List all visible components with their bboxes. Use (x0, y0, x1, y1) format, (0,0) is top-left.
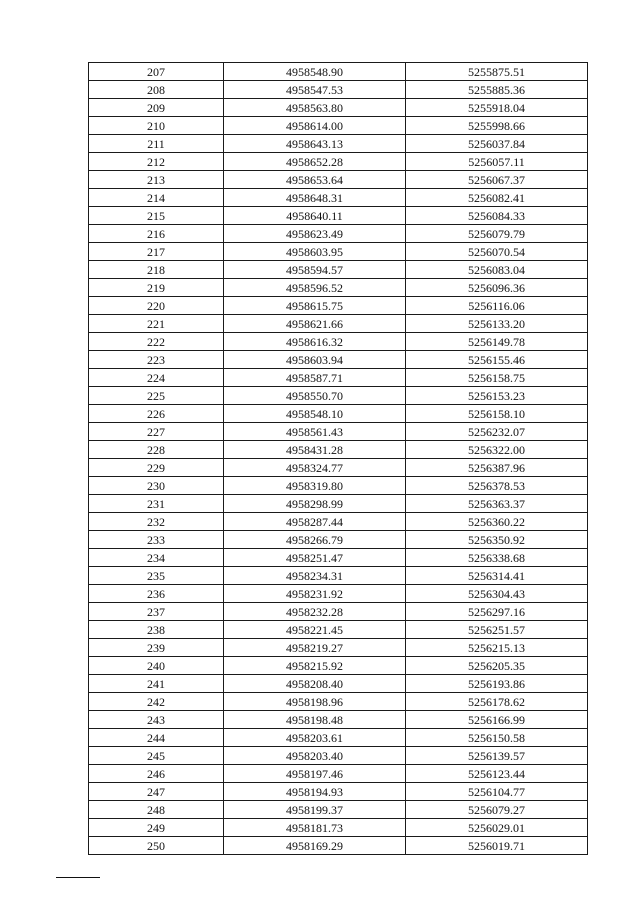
y-coordinate-cell: 5256232.07 (406, 423, 588, 441)
table-row (89, 783, 588, 801)
table-row (89, 531, 588, 549)
table-row (89, 315, 588, 333)
point-number-cell: 235 (89, 567, 224, 585)
point-number-cell: 245 (89, 747, 224, 765)
x-coordinate-cell: 4958648.31 (224, 189, 406, 207)
point-number-cell: 232 (89, 513, 224, 531)
table-row (89, 405, 588, 423)
y-coordinate-cell: 5256360.22 (406, 513, 588, 531)
point-number-cell: 229 (89, 459, 224, 477)
y-coordinate-cell: 5256070.54 (406, 243, 588, 261)
x-coordinate-cell: 4958221.45 (224, 621, 406, 639)
table-row (89, 513, 588, 531)
point-number-cell: 231 (89, 495, 224, 513)
point-number-cell: 208 (89, 81, 224, 99)
x-coordinate-cell: 4958234.31 (224, 567, 406, 585)
point-number-cell: 214 (89, 189, 224, 207)
y-coordinate-cell: 5256158.75 (406, 369, 588, 387)
point-number-cell: 213 (89, 171, 224, 189)
point-number-cell: 212 (89, 153, 224, 171)
y-coordinate-cell: 5256104.77 (406, 783, 588, 801)
x-coordinate-cell: 4958561.43 (224, 423, 406, 441)
table-row (89, 441, 588, 459)
y-coordinate-cell: 5256387.96 (406, 459, 588, 477)
y-coordinate-cell: 5256158.10 (406, 405, 588, 423)
x-coordinate-cell: 4958324.77 (224, 459, 406, 477)
y-coordinate-cell: 5256079.79 (406, 225, 588, 243)
x-coordinate-cell: 4958550.70 (224, 387, 406, 405)
point-number-cell: 249 (89, 819, 224, 837)
point-number-cell: 223 (89, 351, 224, 369)
table-row (89, 117, 588, 135)
table-row (89, 243, 588, 261)
coordinates-table (88, 62, 588, 855)
point-number-cell: 240 (89, 657, 224, 675)
y-coordinate-cell: 5256178.62 (406, 693, 588, 711)
y-coordinate-cell: 5256363.37 (406, 495, 588, 513)
x-coordinate-cell: 4958198.48 (224, 711, 406, 729)
y-coordinate-cell: 5256133.20 (406, 315, 588, 333)
point-number-cell: 225 (89, 387, 224, 405)
table-row (89, 99, 588, 117)
point-number-cell: 215 (89, 207, 224, 225)
point-number-cell: 244 (89, 729, 224, 747)
x-coordinate-cell: 4958208.40 (224, 675, 406, 693)
y-coordinate-cell: 5256139.57 (406, 747, 588, 765)
x-coordinate-cell: 4958643.13 (224, 135, 406, 153)
y-coordinate-cell: 5256116.06 (406, 297, 588, 315)
x-coordinate-cell: 4958431.28 (224, 441, 406, 459)
x-coordinate-cell: 4958640.11 (224, 207, 406, 225)
point-number-cell: 227 (89, 423, 224, 441)
point-number-cell: 233 (89, 531, 224, 549)
x-coordinate-cell: 4958548.10 (224, 405, 406, 423)
point-number-cell: 239 (89, 639, 224, 657)
x-coordinate-cell: 4958547.53 (224, 81, 406, 99)
point-number-cell: 242 (89, 693, 224, 711)
y-coordinate-cell: 5256084.33 (406, 207, 588, 225)
point-number-cell: 247 (89, 783, 224, 801)
y-coordinate-cell: 5256155.46 (406, 351, 588, 369)
x-coordinate-cell: 4958232.28 (224, 603, 406, 621)
table-row (89, 675, 588, 693)
table-row (89, 459, 588, 477)
x-coordinate-cell: 4958652.28 (224, 153, 406, 171)
point-number-cell: 250 (89, 837, 224, 855)
table-row (89, 171, 588, 189)
table-row (89, 621, 588, 639)
table-row (89, 693, 588, 711)
x-coordinate-cell: 4958197.46 (224, 765, 406, 783)
y-coordinate-cell: 5256378.53 (406, 477, 588, 495)
table-row (89, 333, 588, 351)
x-coordinate-cell: 4958616.32 (224, 333, 406, 351)
point-number-cell: 221 (89, 315, 224, 333)
table-row (89, 711, 588, 729)
y-coordinate-cell: 5255885.36 (406, 81, 588, 99)
point-number-cell: 217 (89, 243, 224, 261)
point-number-cell: 220 (89, 297, 224, 315)
y-coordinate-cell: 5256082.41 (406, 189, 588, 207)
y-coordinate-cell: 5256205.35 (406, 657, 588, 675)
x-coordinate-cell: 4958194.93 (224, 783, 406, 801)
y-coordinate-cell: 5256057.11 (406, 153, 588, 171)
x-coordinate-cell: 4958169.29 (224, 837, 406, 855)
table-row (89, 387, 588, 405)
point-number-cell: 222 (89, 333, 224, 351)
x-coordinate-cell: 4958623.49 (224, 225, 406, 243)
table-row (89, 819, 588, 837)
point-number-cell: 241 (89, 675, 224, 693)
point-number-cell: 216 (89, 225, 224, 243)
point-number-cell: 224 (89, 369, 224, 387)
point-number-cell: 238 (89, 621, 224, 639)
point-number-cell: 210 (89, 117, 224, 135)
y-coordinate-cell: 5256019.71 (406, 837, 588, 855)
y-coordinate-cell: 5256079.27 (406, 801, 588, 819)
x-coordinate-cell: 4958653.64 (224, 171, 406, 189)
x-coordinate-cell: 4958319.80 (224, 477, 406, 495)
x-coordinate-cell: 4958198.96 (224, 693, 406, 711)
point-number-cell: 246 (89, 765, 224, 783)
y-coordinate-cell: 5256338.68 (406, 549, 588, 567)
table-row (89, 747, 588, 765)
point-number-cell: 207 (89, 63, 224, 81)
x-coordinate-cell: 4958615.75 (224, 297, 406, 315)
point-number-cell: 237 (89, 603, 224, 621)
table-row (89, 369, 588, 387)
table-row (89, 423, 588, 441)
point-number-cell: 230 (89, 477, 224, 495)
x-coordinate-cell: 4958203.61 (224, 729, 406, 747)
y-coordinate-cell: 5256322.00 (406, 441, 588, 459)
table-row (89, 207, 588, 225)
table-row (89, 495, 588, 513)
point-number-cell: 219 (89, 279, 224, 297)
x-coordinate-cell: 4958594.57 (224, 261, 406, 279)
table-row (89, 153, 588, 171)
x-coordinate-cell: 4958563.80 (224, 99, 406, 117)
y-coordinate-cell: 5256215.13 (406, 639, 588, 657)
point-number-cell: 234 (89, 549, 224, 567)
point-number-cell: 211 (89, 135, 224, 153)
x-coordinate-cell: 4958596.52 (224, 279, 406, 297)
table-row (89, 729, 588, 747)
y-coordinate-cell: 5256037.84 (406, 135, 588, 153)
table-row (89, 225, 588, 243)
point-number-cell: 209 (89, 99, 224, 117)
y-coordinate-cell: 5256193.86 (406, 675, 588, 693)
y-coordinate-cell: 5256350.92 (406, 531, 588, 549)
x-coordinate-cell: 4958587.71 (224, 369, 406, 387)
x-coordinate-cell: 4958298.99 (224, 495, 406, 513)
x-coordinate-cell: 4958181.73 (224, 819, 406, 837)
table-row (89, 585, 588, 603)
y-coordinate-cell: 5256297.16 (406, 603, 588, 621)
y-coordinate-cell: 5256149.78 (406, 333, 588, 351)
point-number-cell: 226 (89, 405, 224, 423)
x-coordinate-cell: 4958251.47 (224, 549, 406, 567)
point-number-cell: 228 (89, 441, 224, 459)
table-row (89, 549, 588, 567)
y-coordinate-cell: 5256083.04 (406, 261, 588, 279)
x-coordinate-cell: 4958548.90 (224, 63, 406, 81)
y-coordinate-cell: 5256251.57 (406, 621, 588, 639)
table-row (89, 297, 588, 315)
x-coordinate-cell: 4958266.79 (224, 531, 406, 549)
x-coordinate-cell: 4958215.92 (224, 657, 406, 675)
y-coordinate-cell: 5255875.51 (406, 63, 588, 81)
y-coordinate-cell: 5256067.37 (406, 171, 588, 189)
x-coordinate-cell: 4958219.27 (224, 639, 406, 657)
table-row (89, 567, 588, 585)
x-coordinate-cell: 4958603.94 (224, 351, 406, 369)
x-coordinate-cell: 4958199.37 (224, 801, 406, 819)
coordinates-table-body (89, 63, 588, 855)
y-coordinate-cell: 5256314.41 (406, 567, 588, 585)
y-coordinate-cell: 5256029.01 (406, 819, 588, 837)
point-number-cell: 243 (89, 711, 224, 729)
table-row (89, 279, 588, 297)
x-coordinate-cell: 4958614.00 (224, 117, 406, 135)
x-coordinate-cell: 4958287.44 (224, 513, 406, 531)
table-row (89, 603, 588, 621)
footnote-rule (56, 877, 100, 878)
point-number-cell: 236 (89, 585, 224, 603)
table-row (89, 801, 588, 819)
table-row (89, 765, 588, 783)
x-coordinate-cell: 4958603.95 (224, 243, 406, 261)
x-coordinate-cell: 4958621.66 (224, 315, 406, 333)
table-row (89, 477, 588, 495)
point-number-cell: 218 (89, 261, 224, 279)
table-row (89, 639, 588, 657)
table-row (89, 63, 588, 81)
table-row (89, 135, 588, 153)
table-row (89, 351, 588, 369)
y-coordinate-cell: 5256123.44 (406, 765, 588, 783)
y-coordinate-cell: 5256153.23 (406, 387, 588, 405)
x-coordinate-cell: 4958203.40 (224, 747, 406, 765)
x-coordinate-cell: 4958231.92 (224, 585, 406, 603)
y-coordinate-cell: 5256304.43 (406, 585, 588, 603)
y-coordinate-cell: 5256150.58 (406, 729, 588, 747)
y-coordinate-cell: 5256096.36 (406, 279, 588, 297)
table-row (89, 81, 588, 99)
y-coordinate-cell: 5256166.99 (406, 711, 588, 729)
point-number-cell: 248 (89, 801, 224, 819)
y-coordinate-cell: 5255998.66 (406, 117, 588, 135)
y-coordinate-cell: 5255918.04 (406, 99, 588, 117)
table-row (89, 189, 588, 207)
table-row (89, 657, 588, 675)
table-row (89, 261, 588, 279)
table-row (89, 837, 588, 855)
